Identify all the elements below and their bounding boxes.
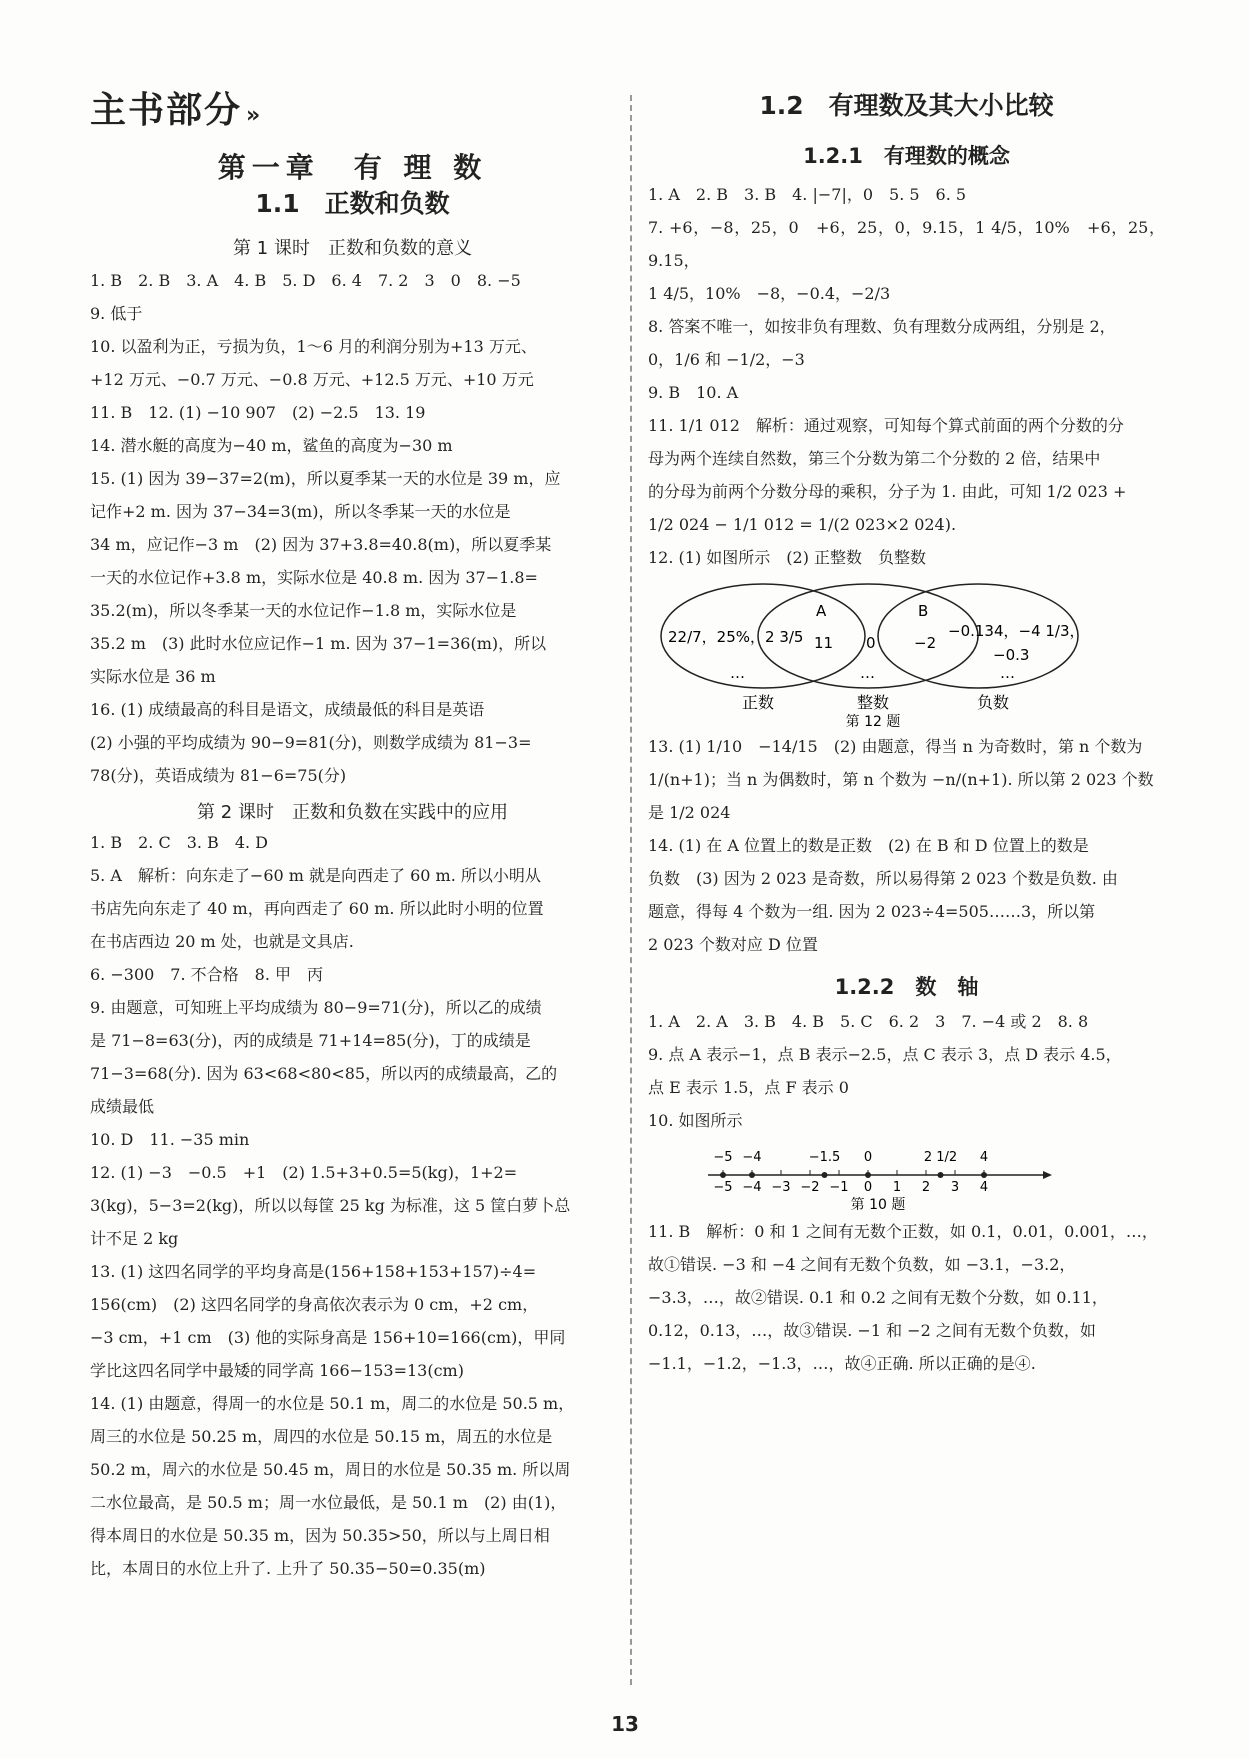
- answer-line: 成绩最低: [90, 1097, 155, 1116]
- answer-line: (2) 小强的平均成绩为 90−9=81(分)，则数学成绩为 81−3=: [90, 733, 532, 752]
- venn-positive-items: 22/7，25%，2 3/5: [668, 628, 804, 646]
- answer-line: 二水位最高，是 50.5 m；周一水位最低，是 50.1 m (2) 由(1)，: [90, 1493, 567, 1512]
- answer-line: 比，本周日的水位上升了. 上升了 50.35−50=0.35(m): [90, 1559, 486, 1578]
- answer-line: 是 1/2 024: [648, 803, 731, 822]
- answer-line: 1. A 2. B 3. B 4. |−7|，0 5. 5 6. 5: [648, 185, 967, 204]
- subsection-1-2-2-answers: [648, 1005, 1165, 1137]
- answer-line: 8. 答案不唯一，如按非负有理数、负有理数分成两组，分别是 2，: [648, 317, 1116, 336]
- answer-line: 10. D 11. −35 min: [90, 1130, 250, 1149]
- venn-label-a: A: [816, 602, 827, 620]
- subsection-1-2-2-title: 1.2.2 数 轴: [834, 975, 979, 999]
- answer-line: 10. 以盈利为正，亏损为负，1～6 月的利润分别为+13 万元、: [90, 337, 537, 356]
- answer-line: 10. 如图所示: [648, 1111, 743, 1130]
- answer-line: 题意，得每 4 个数为一组. 因为 2 023÷4=505……3，所以第: [648, 902, 1096, 921]
- lesson-2-answers: [90, 826, 615, 1585]
- number-line-tick-label: −2: [800, 1180, 820, 1195]
- answer-line: 实际水位是 36 m: [90, 667, 216, 686]
- number-line-tick-label: −4: [742, 1180, 762, 1195]
- number-line-point-label: −4: [742, 1150, 762, 1165]
- answer-line: 14. (1) 由题意，得周一的水位是 50.1 m，周二的水位是 50.5 m，: [90, 1394, 575, 1413]
- number-line-caption: 第 10 题: [850, 1197, 906, 1213]
- number-line-tick-label: 4: [979, 1180, 989, 1195]
- number-line-point: [822, 1172, 828, 1178]
- venn-negative-items-2: −0.3: [993, 646, 1030, 664]
- answer-line: 0.12，0.13，…，故③错误. −1 和 −2 之间有无数个负数，如: [648, 1321, 1096, 1340]
- venn-b-value: −2: [914, 634, 937, 652]
- number-line-point: [865, 1172, 871, 1178]
- answer-line: 的分母为前两个分数分母的乘积，分子为 1. 由此，可知 1/2 023 +: [648, 482, 1127, 501]
- answer-line: 9. 点 A 表示−1，点 B 表示−2.5，点 C 表示 3，点 D 表示 4.5，: [648, 1045, 1122, 1064]
- answer-line: 计不足 2 kg: [90, 1229, 179, 1248]
- answer-line: 0，1/6 和 −1/2，−3: [648, 350, 805, 369]
- number-line-tick-label: −1: [829, 1180, 849, 1195]
- double-arrow-icon: »: [246, 103, 263, 128]
- answer-line: 记作+2 m. 因为 37−34=3(m)，所以冬季某一天的水位是: [90, 502, 511, 521]
- number-line-point-label: −5: [713, 1150, 733, 1165]
- left-column: [90, 184, 615, 1585]
- answer-line: 156(cm) (2) 这四名同学的身高依次表示为 0 cm，+2 cm，: [90, 1295, 539, 1314]
- venn-label-b: B: [918, 602, 929, 620]
- section-1-1-title: 1.1 正数和负数: [255, 189, 450, 218]
- venn-negative-items: −0.134，−4 1/3，: [948, 622, 1085, 640]
- answer-line: 母为两个连续自然数，第三个分数为第二个分数的 2 倍，结果中: [648, 449, 1101, 468]
- answer-line: 9. 由题意，可知班上平均成绩为 80−9=71(分)，所以乙的成绩: [90, 998, 542, 1017]
- right-column: [648, 86, 1165, 1380]
- answer-line: −3 cm，+1 cm (3) 他的实际身高是 156+10=166(cm)，甲同: [90, 1328, 566, 1347]
- answer-line: 6. −300 7. 不合格 8. 甲 丙: [90, 965, 324, 984]
- lesson-1-answers: [90, 264, 615, 792]
- venn-label-positive: 正数: [741, 693, 775, 712]
- answer-line: 15. (1) 因为 39−37=2(m)，所以夏季某一天的水位是 39 m，应: [90, 469, 561, 488]
- number-line-tick-label: −5: [713, 1180, 733, 1195]
- answer-line: 13. (1) 1/10 −14/15 (2) 由题意，得当 n 为奇数时，第 n 个数为: [648, 737, 1143, 756]
- venn-caption: 第 12 题: [845, 714, 901, 728]
- answer-line: 71−3=68(分). 因为 63<68<80<85，所以丙的成绩最高，乙的: [90, 1064, 558, 1083]
- answer-line: 14. 潜水艇的高度为−40 m，鲨鱼的高度为−30 m: [90, 436, 453, 455]
- venn-dots-positive: …: [730, 664, 745, 682]
- venn-diagram: [648, 578, 1165, 728]
- subsection-1-2-1-title: 1.2.1 有理数的概念: [803, 144, 1010, 168]
- answer-line: 1. B 2. C 3. B 4. D: [90, 833, 268, 852]
- answer-line: 16. (1) 成绩最高的科目是语文，成绩最低的科目是英语: [90, 700, 485, 719]
- venn-middle-value: 0: [866, 634, 876, 652]
- answer-line: 点 E 表示 1.5，点 F 表示 0: [648, 1078, 849, 1097]
- subsection-1-2-1-answers: [648, 178, 1165, 574]
- answer-line: 2 023 个数对应 D 位置: [648, 935, 818, 954]
- answer-line: 11. B 解析：0 和 1 之间有无数个正数，如 0.1，0.01，0.001，…，: [648, 1222, 1158, 1241]
- chapter-title: 第一章 有 理 数: [217, 151, 488, 184]
- answer-line: 1. B 2. B 3. A 4. B 5. D 6. 4 7. 2 3 0 8. −5: [90, 271, 521, 290]
- answer-line: 是 71−8=63(分)，丙的成绩是 71+14=85(分)，丁的成绩是: [90, 1031, 531, 1050]
- answer-line: 78(分)，英语成绩为 81−6=75(分): [90, 766, 347, 785]
- venn-label-negative: 负数: [976, 693, 1010, 712]
- number-line-tick-label: 1: [892, 1180, 902, 1195]
- answer-line: 得本周日的水位是 50.35 m，因为 50.35>50，所以与上周日相: [90, 1526, 550, 1545]
- number-line-point: [749, 1172, 755, 1178]
- number-line-diagram: [648, 1137, 1165, 1213]
- answer-line: 1 4/5，10% −8，−0.4，−2/3: [648, 284, 891, 303]
- answer-line: 1. A 2. A 3. B 4. B 5. C 6. 2 3 7. −4 或 2 8. 8: [648, 1012, 1089, 1031]
- answer-line: 1/(n+1)；当 n 为偶数时，第 n 个数为 −n/(n+1). 所以第 2 023 个数: [648, 770, 1154, 789]
- number-line-tick-label: 0: [863, 1180, 873, 1195]
- answer-line: 7. +6，−8，25，0 +6，25，0，9.15，1 4/5，10% +6，25，9.15，: [648, 218, 1165, 270]
- number-line-point-label: 2 1/2: [923, 1150, 958, 1165]
- answer-line: 负数 (3) 因为 2 023 是奇数，所以易得第 2 023 个数是负数. 由: [648, 869, 1118, 888]
- column-divider: [630, 95, 632, 1685]
- number-line-point-label: 0: [863, 1150, 873, 1165]
- answer-line: 周三的水位是 50.25 m，周四的水位是 50.15 m，周五的水位是: [90, 1427, 553, 1446]
- answer-line: 35.2(m)，所以冬季某一天的水位记作−1.8 m，实际水位是: [90, 601, 517, 620]
- answer-line: 书店先向东走了 40 m，再向西走了 60 m. 所以此时小明的位置: [90, 899, 544, 918]
- book-section-title: 主书部分 »: [90, 90, 263, 131]
- answer-line: 9. B 10. A: [648, 383, 739, 402]
- number-line-point: [720, 1172, 726, 1178]
- number-line-tick-label: 2: [921, 1180, 931, 1195]
- page-number: 13: [611, 1712, 639, 1736]
- number-line-point-label: −1.5: [808, 1150, 841, 1165]
- lesson-1-title: 第 1 课时 正数和负数的意义: [233, 238, 472, 259]
- venn-a-value: 11: [814, 634, 834, 652]
- answer-line: 11. 1/1 012 解析：通过观察，可知每个算式前面的两个分数的分: [648, 416, 1124, 435]
- answer-line: 13. (1) 这四名同学的平均身高是(156+158+153+157)÷4=: [90, 1262, 537, 1281]
- number-line-tick-label: 3: [950, 1180, 960, 1195]
- answer-line: 9. 低于: [90, 304, 143, 323]
- answer-line: 在书店西边 20 m 处，也就是文具店.: [90, 932, 354, 951]
- answer-line: 5. A 解析：向东走了−60 m 就是向西走了 60 m. 所以小明从: [90, 866, 541, 885]
- answer-line: +12 万元、−0.7 万元、−0.8 万元、+12.5 万元、+10 万元: [90, 370, 534, 389]
- answer-line: 35.2 m (3) 此时水位应记作−1 m. 因为 37−1=36(m)，所以: [90, 634, 547, 653]
- answer-line: 故①错误. −3 和 −4 之间有无数个负数，如 −3.1，−3.2，: [648, 1255, 1076, 1274]
- number-line-point-label: 4: [979, 1150, 989, 1165]
- answer-line: 34 m，应记作−3 m (2) 因为 37+3.8=40.8(m)，所以夏季某: [90, 535, 552, 554]
- number-line-point: [938, 1172, 944, 1178]
- number-line-arrow-icon: [1043, 1171, 1052, 1179]
- answer-line: 学比这四名同学中最矮的同学高 166−153=13(cm): [90, 1361, 464, 1380]
- number-line-point: [981, 1172, 987, 1178]
- number-line-tick-label: −3: [771, 1180, 791, 1195]
- venn-dots-negative: …: [1000, 664, 1015, 682]
- question-11-answer: [648, 1215, 1165, 1380]
- answer-line: 12. (1) −3 −0.5 +1 (2) 1.5+3+0.5=5(kg)，1+2=: [90, 1163, 518, 1182]
- answer-line: 11. B 12. (1) −10 907 (2) −2.5 13. 19: [90, 403, 426, 422]
- question-13-14-answers: [648, 730, 1165, 961]
- lesson-2-title: 第 2 课时 正数和负数在实践中的应用: [197, 802, 508, 823]
- answer-line: −3.3，…，故②错误. 0.1 和 0.2 之间有无数个分数，如 0.11，: [648, 1288, 1108, 1307]
- answer-line: 3(kg)，5−3=2(kg)，所以以每筐 25 kg 为标准，这 5 筐白萝卜总: [90, 1196, 571, 1215]
- answer-line: 12. (1) 如图所示 (2) 正整数 负整数: [648, 548, 927, 567]
- answer-line: 一天的水位记作+3.8 m，实际水位是 40.8 m. 因为 37−1.8=: [90, 568, 538, 587]
- section-1-2-title: 1.2 有理数及其大小比较: [759, 91, 1054, 120]
- venn-label-integer: 整数: [856, 693, 890, 712]
- answer-line: 50.2 m，周六的水位是 50.45 m，周日的水位是 50.35 m. 所以周: [90, 1460, 571, 1479]
- answer-line: −1.1，−1.2，−1.3，…，故④正确. 所以正确的是④.: [648, 1354, 1036, 1373]
- venn-dots-integer: …: [860, 664, 875, 682]
- answer-line: 14. (1) 在 A 位置上的数是正数 (2) 在 B 和 D 位置上的数是: [648, 836, 1089, 855]
- answer-line: 1/2 024 − 1/1 012 = 1/(2 023×2 024).: [648, 515, 957, 534]
